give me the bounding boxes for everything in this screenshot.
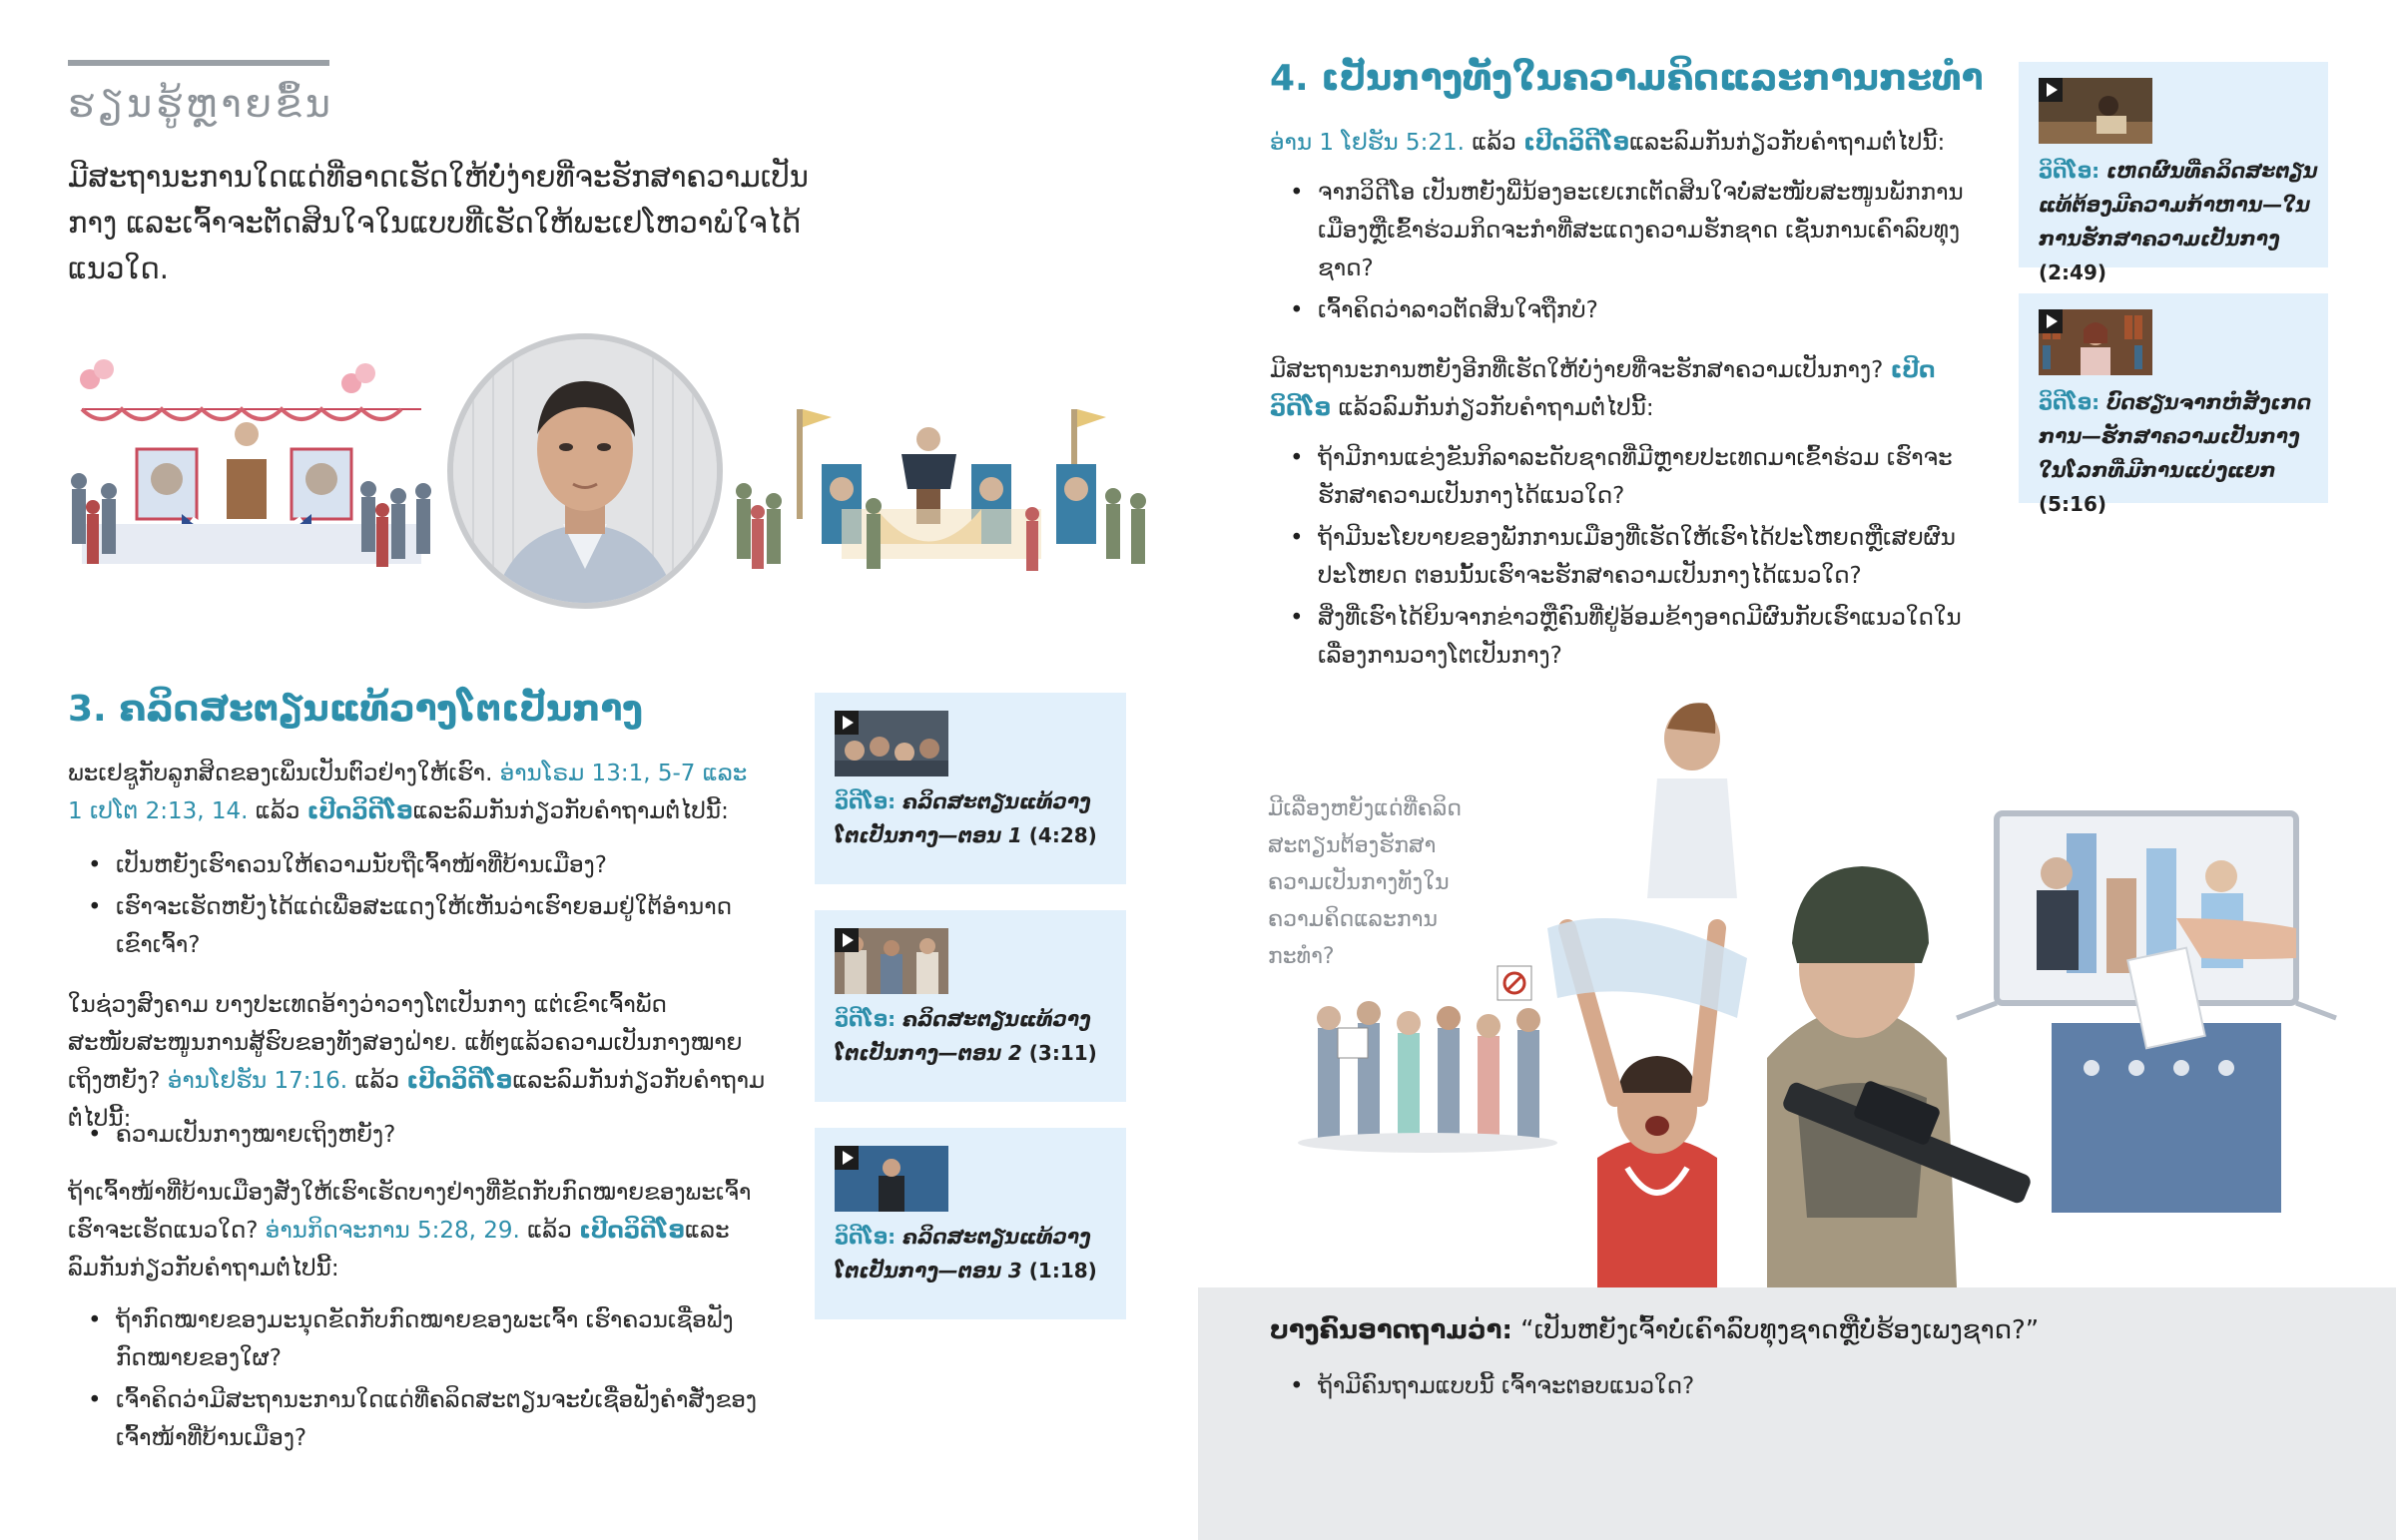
section3-p1-end: ແລະລົມກັນກ່ຽວກັບຄຳຖາມຕໍ່ໄປນີ້: [412,798,729,824]
question-item: • ຖ້າມີການແຂ່ງຂັນກິລາລະດັບຊາດທີ່ມີຫຼາຍປະເທດມາເຂົ້າຮ່ວມ ເຮົາຈະຮັກສາຄວາມເປັນກາງໄດ້ແນວໃດ? [1270,439,1979,515]
video-duration: (5:16) [2039,492,2107,516]
play-icon[interactable] [2039,78,2063,102]
video-label: ວິດີໂອ: [2039,390,2100,414]
open-video-link-3[interactable]: ເປີດວິດີໂອ [579,1218,686,1244]
video-duration: (3:11) [1028,1041,1097,1065]
video-title: ເຫດຜົນທີ່ຄລິດສະຕຽນແທ້ຕ້ອງມີຄວາມກ້າຫານ—ໃນການຮັກສາຄວາມເປັນກາງ [2039,159,2318,251]
learn-more-intro: ມີສະຖານະການໃດແດ່ທີ່ອາດເຮັດໃຫ້ບໍ່ງ່າຍທີ່ຈະຮັກສາຄວາມເປັນກາງ ແລະເຈົ້າຈະຕັດສິນໃຈໃນແບບທີ່ເຮັດໃຫ້ພະເຢໂຫວາພໍໃຈໄດ້ແນວໃດ. [68,160,809,285]
question-item: • ສິ່ງທີ່ເຮົາໄດ້ຍິນຈາກຂ່າວຫຼືຄົນທີ່ຢູ່ອ້ອມຂ້າງອາດມີຜົນກັບເຮົາແນວໃດໃນເລື່ອງການວາງໂຕເປັນກາງ? [1270,599,1979,675]
faq-quote: “ເປັນຫຍັງເຈົ້າບໍ່ເຄົາລົບທຸງຊາດຫຼືບໍ່ຮ້ອງເພງຊາດ?” [1511,1315,2040,1345]
scripture-link-john[interactable]: ອ່ານໂຢຮັນ 17:16. [167,1068,348,1094]
play-icon[interactable] [835,928,859,952]
section4-questions-1 [1270,174,1979,333]
play-icon[interactable] [835,711,859,735]
man-portrait-illustration [453,339,717,603]
video-duration: (2:49) [2039,260,2107,284]
video-caption [2039,385,2318,521]
rally-illustration-left [62,339,441,584]
scripture-link-romans-1peter[interactable]: ອ່ານໂຣມ 13:1, 5-7 ແລະ 1 ເປໂຕ 2:13, 14. [68,761,748,824]
section4-p2-end: ແລ້ວລົມກັນກ່ຽວກັບຄຳຖາມຕໍ່ໄປນີ້: [1331,395,1654,421]
question-item: • ເຈົ້າຄິດວ່າມີສະຖານະການໃດແດ່ທີ່ຄລິດສະຕຽນຈະບໍ່ເຊື່ອຟັງຄຳສັ່ງຂອງເຈົ້າໜ້າທີ່ບ້ານເມືອງ? [68,1381,767,1457]
video-caption [835,1002,1114,1070]
open-video-link-1[interactable]: ເປີດວິດີໂອ [306,798,413,824]
portrait-image [447,333,723,609]
section3-p3-end: ແລະລົມກັນກ່ຽວກັບຄຳຖາມຕໍ່ໄປນີ້: [68,1218,730,1282]
section3-p1-text: ພະເຢຊູກັບລູກສິດຂອງເພິ່ນເປັນຕົວຢ່າງໃຫ້ເຮົາ. [68,761,500,786]
section3-questions-2 [68,1116,767,1158]
scripture-link-1john[interactable]: ອ່ານ 1 ໂຢຮັນ 5:21. [1270,130,1465,156]
video-thumbnail[interactable] [2039,78,2152,144]
rally-illustration-right [727,339,1154,584]
section4-paragraph-1 [1270,124,1969,162]
section3-p2-text: ໃນຊ່ວງສົງຄາມ ບາງປະເທດອ້າງວ່າວາງໂຕເປັນກາງ ແຕ່ເຂົາເຈົ້າພັດສະໜັບສະໜູນການສູ້ຮົບຂອງທັງສອງຝ່າຍ. ແທ້ໆແລ້ວຄວາມເປັນກາງໝາຍເຖິງຫຍັງ? [68,992,743,1094]
section3-p3-text: ຖ້າເຈົ້າໜ້າທີ່ບ້ານເມືອງສັ່ງໃຫ້ເຮົາເຮັດບາງຢ່າງທີ່ຂັດກັບກົດໝາຍຂອງພະເຈົ້າ ເຮົາຈະເຮັດແນວໃດ? [68,1180,752,1244]
learn-more-title: ຮຽນຮູ້ຫຼາຍຂຶ້ນ [68,82,334,126]
scripture-link-acts[interactable]: ອ່ານກິດຈະການ 5:28, 29. [265,1218,520,1244]
play-icon[interactable] [835,1146,859,1170]
video-card-part-2[interactable] [815,910,1126,1102]
video-label: ວິດີໂອ: [835,1007,897,1031]
section4-paragraph-2 [1270,351,1949,427]
section3-title: 3. ຄລິດສະຕຽນແທ້ວາງໂຕເປັນກາງ [68,689,643,730]
video-title: ຄລິດສະຕຽນແທ້ວາງໂຕເປັນກາງ—ຕອນ 1 [835,789,1091,847]
video-card-part-3[interactable] [815,1128,1126,1319]
faq-questions [1270,1367,2168,1409]
section3-p2-mid: ແລ້ວ [347,1068,407,1094]
question-item: • ຖ້າມີຄົນຖາມແບບນີ້ ເຈົ້າຈະຕອບແນວໃດ? [1270,1367,2168,1405]
section3-p2-end: ແລະລົມກັນກ່ຽວກັບຄຳຖາມຕໍ່ໄປນີ້: [68,1068,766,1132]
section3-questions-3 [68,1301,767,1461]
video-title: ຄລິດສະຕຽນແທ້ວາງໂຕເປັນກາງ—ຕອນ 2 [835,1007,1091,1065]
illustration-caption: ມີເລື່ອງຫຍັງແດ່ທີ່ຄລິດສະຕຽນຕ້ອງຮັກສາຄວາມເປັນກາງທັງໃນຄວາມຄິດແລະການກະທຳ? [1268,796,1463,969]
video-caption [835,1220,1114,1287]
question-item: • ຈາກວິດີໂອ ເປັນຫຍັງພີ່ນ້ອງອະເຍເກເຕັດສິນໃຈບໍ່ສະໜັບສະໜູນພັກການເມືອງຫຼືເຂົ້າຮ່ວມກິດຈະກຳທີ່ສະແດງຄວາມຮັກຊາດ ເຊັ່ນການເຄົາລົບທຸງຊາດ? [1270,174,1979,287]
question-item: • ເຈົ້າຄິດວ່າລາວຕັດສິນໃຈຖືກບໍ? [1270,291,1979,329]
video-card-courage[interactable] [2019,62,2328,284]
video-label: ວິດີໂອ: [2039,159,2100,183]
video-card-part-1[interactable] [815,693,1126,884]
question-item: • ຖ້າກົດໝາຍຂອງມະນຸດຂັດກັບກົດໝາຍຂອງພະເຈົ້າ ເຮົາຄວນເຊື່ອຟັງກົດໝາຍຂອງໃຜ? [68,1301,767,1377]
faq-question [1270,1315,2039,1345]
video-caption [835,784,1114,852]
neutrality-collage-illustration [1298,699,2396,1287]
section-top-rule [68,60,329,66]
video-thumbnail[interactable] [2039,309,2152,375]
video-title: ບົດຮຽນຈາກຫໍສັງເກດການ—ຮັກສາຄວາມເປັນກາງໃນໂລກທີ່ມີການແບ່ງແຍກ [2039,390,2312,482]
section4-p1-mid: ແລ້ວ [1464,130,1524,156]
section3-p3-mid: ແລ້ວ [519,1218,580,1244]
video-thumbnail[interactable] [835,711,948,776]
video-duration: (1:18) [1028,1259,1097,1283]
section4-title: 4. ເປັນກາງທັງໃນຄວາມຄິດແລະການກະທຳ [1270,58,1984,99]
video-thumbnail[interactable] [835,928,948,994]
question-item: • ເຮົາຈະເຮັດຫຍັງໄດ້ແດ່ເພື່ອສະແດງໃຫ້ເຫັນວ່າເຮົາຍອມຢູ່ໃຕ້ອຳນາດເຂົາເຈົ້າ? [68,888,767,964]
section4-questions-2 [1270,439,1979,679]
question-item: • ຄວາມເປັນກາງໝາຍເຖິງຫຍັງ? [68,1116,767,1154]
play-icon[interactable] [2039,309,2063,333]
faq-lead: ບາງຄົນອາດຖາມວ່າ: [1270,1315,1512,1345]
video-title: ຄລິດສະຕຽນແທ້ວາງໂຕເປັນກາງ—ຕອນ 3 [835,1225,1091,1283]
section3-paragraph-3 [68,1174,767,1287]
video-caption [2039,154,2318,289]
video-thumbnail[interactable] [835,1146,948,1212]
question-item: • ເປັນຫຍັງເຮົາຄວນໃຫ້ຄວາມນັບຖືເຈົ້າໜ້າທີ່ບ້ານເມືອງ? [68,846,767,884]
section3-p1-mid: ແລ້ວ [248,798,307,824]
open-video-link-2[interactable]: ເປີດວິດີໂອ [406,1068,513,1094]
question-item: • ຖ້າມີນະໂຍບາຍຂອງພັກການເມືອງທີ່ເຮັດໃຫ້ເຮົາໄດ້ປະໂຫຍດຫຼືເສຍຜົນປະໂຫຍດ ຕອນນັ້ນເຮົາຈະຮັກສາຄວາມເປັນກາງໄດ້ແນວໃດ? [1270,519,1979,595]
open-video-link-4[interactable]: ເປີດວິດີໂອ [1523,130,1630,156]
section4-p1-end: ແລະລົມກັນກ່ຽວກັບຄຳຖາມຕໍ່ໄປນີ້: [1629,130,1946,156]
video-label: ວິດີໂອ: [835,1225,897,1249]
video-duration: (4:28) [1028,823,1097,847]
video-card-watchtower-lessons[interactable] [2019,293,2328,516]
section3-paragraph-1 [68,755,767,830]
video-label: ວິດີໂອ: [835,789,897,813]
section4-p2-text: ມີສະຖານະການຫຍັງອີກທີ່ເຮັດໃຫ້ບໍ່ງ່າຍທີ່ຈະຮັກສາຄວາມເປັນກາງ? [1270,357,1891,383]
section3-questions-1 [68,846,767,968]
open-video-link-5[interactable]: ເປີດວິດີໂອ [1270,357,1936,421]
